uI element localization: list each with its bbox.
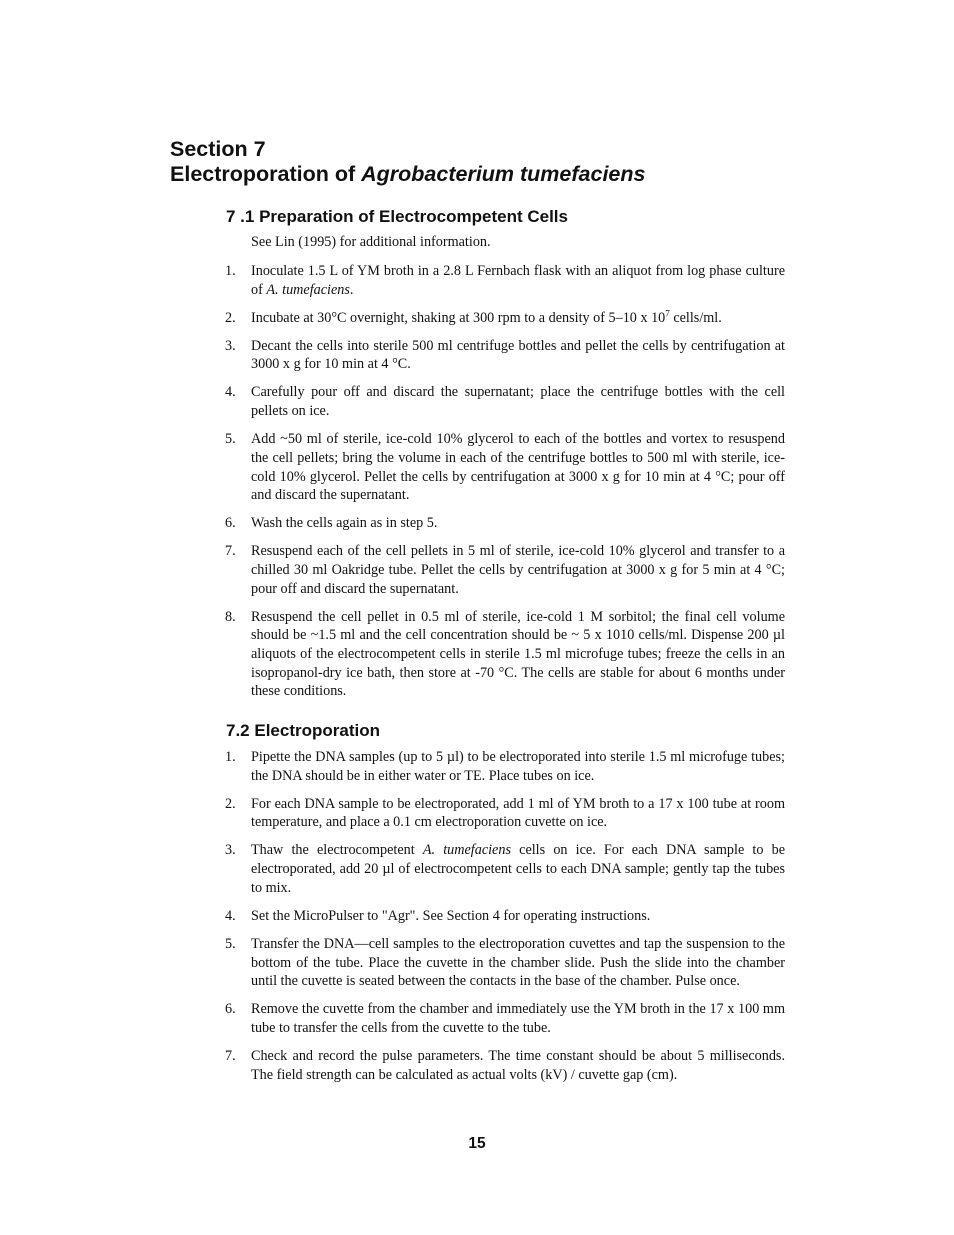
step-number: 5. [225, 935, 236, 952]
list-item [0, 841, 785, 897]
step-number: 1. [225, 263, 236, 279]
step-text: cells/ml. [669, 309, 722, 326]
step-text-superscript: 7 [665, 307, 670, 318]
subsection-heading-7-1: 7 .1 Preparation of Electrocompetent Cells [226, 207, 568, 226]
list-item [0, 309, 785, 328]
step-number: 4. [225, 907, 236, 924]
step-number: 3. [225, 337, 236, 354]
preparation-steps-list [0, 262, 954, 710]
step-number: 5. [225, 431, 236, 448]
step-number: 4. [225, 384, 236, 401]
list-item [0, 383, 785, 420]
step-text-italic: A. tumefaciens [266, 281, 350, 298]
subsection-intro: See Lin (1995) for additional information. [251, 234, 491, 250]
page-number: 15 [468, 1135, 486, 1152]
subsection-heading-7-2: 7.2 Electroporation [226, 721, 380, 740]
list-item [0, 1000, 785, 1037]
step-number: 3. [225, 842, 236, 859]
step-number: 7. [225, 543, 236, 560]
section-number: Section 7 [170, 137, 266, 161]
step-text: Incubate at 30°C overnight, shaking at 300 rpm to a density of 5–10 x 10 [251, 309, 666, 326]
list-item [0, 430, 785, 505]
list-item [0, 542, 785, 598]
step-text: Transfer the DNA—cell samples to the electroporation cuvettes and tap the suspension to the bottom of the tube. Place the cuvette in the chamber slide. Push the slide into the chamber until the cuvette is seated between the contacts in the base of the chamber. Pulse once. [251, 935, 785, 990]
step-number: 1. [225, 749, 236, 765]
step-number: 6. [225, 1001, 236, 1018]
step-text: Add ~50 ml of sterile, ice-cold 10% glycerol to each of the bottles and vortex to resuspend the cell pellets; bring the volume in each of the centrifuge bottles to 500 ml with sterile, ice-cold 10% glycerol. Pellet the cells by centrifugation at 3000 x g for 10 min at 4 °C; pour off and discard the supernatant. [251, 431, 785, 504]
step-text: Inoculate 1.5 L of YM broth in a 2.8 L Fernbach flask with an aliquot from log phase culture of [251, 263, 785, 298]
section-heading-prefix: Electroporation of [170, 162, 362, 186]
step-text: Thaw the electrocompetent [251, 842, 423, 859]
list-item [0, 608, 785, 702]
step-text: Wash the cells again as in step 5. [251, 515, 438, 532]
step-text: Resuspend the cell pellet in 0.5 ml of sterile, ice-cold 1 M sorbitol; the final cell volume should be ~1.5 ml and the cell concentration should be ~ 5 x 1010 cells/ml. Dispense 200 µl aliquots of the electrocompetent cells in sterile 1.5 ml microfuge tubes; freeze the cells in an isopropanol-dry ice bath, then store at -70 °C. The cells are stable for about 6 months under these conditions. [251, 608, 785, 700]
section-title [170, 137, 645, 187]
step-text: Decant the cells into sterile 500 ml centrifuge bottles and pellet the cells by centrifugation at 3000 x g for 10 min at 4 °C. [251, 337, 785, 373]
step-text: . [349, 281, 354, 298]
step-text-italic: A. tumefaciens [422, 842, 511, 859]
list-item [0, 935, 785, 991]
step-number: 2. [225, 795, 236, 812]
step-text: Pipette the DNA samples (up to 5 µl) to be electroporated into sterile 1.5 ml microfuge tubes; the DNA should be in either water or TE. Place tubes on ice. [251, 749, 785, 784]
step-number: 8. [225, 608, 236, 625]
step-text: cells on ice. For each DNA sample to be electroporated, add 20 µl of electrocompetent cells to each DNA sample; gently tap the tubes to mix. [251, 842, 786, 896]
list-item [0, 337, 785, 374]
step-number: 7. [225, 1047, 236, 1064]
step-text: Carefully pour off and discard the supernatant; place the centrifuge bottles with the cell pellets on ice. [251, 384, 785, 420]
step-text: Remove the cuvette from the chamber and immediately use the YM broth in the 17 x 100 mm tube to transfer the cells from the cuvette to the tube. [251, 1001, 785, 1036]
list-item [0, 514, 785, 533]
electroporation-steps-list [0, 748, 954, 1094]
step-text: Check and record the pulse parameters. The time constant should be about 5 milliseconds. The field strength can be calculated as actual volts (kV) / cuvette gap (cm). [251, 1047, 785, 1083]
step-text: Resuspend each of the cell pellets in 5 ml of sterile, ice-cold 10% glycerol and transfer to a chilled 30 ml Oakridge tube. Pellet the cells by centrifugation at 3000 x g for 5 min at 4 °C; pour off and discard the supernatant. [251, 543, 785, 597]
step-text: Set the MicroPulser to "Agr". See Section 4 for operating instructions. [251, 907, 651, 924]
section-heading-organism: Agrobacterium tumefaciens [361, 162, 646, 186]
list-item [0, 1047, 785, 1084]
list-item [0, 748, 785, 785]
step-number: 6. [225, 515, 236, 532]
step-text: For each DNA sample to be electroporated, add 1 ml of YM broth to a 17 x 100 tube at room temperature, and place a 0.1 cm electroporation cuvette on ice. [251, 795, 785, 831]
section-heading [170, 162, 645, 187]
list-item [0, 907, 785, 926]
list-item [0, 795, 785, 832]
list-item [0, 262, 785, 299]
step-number: 2. [225, 309, 236, 326]
